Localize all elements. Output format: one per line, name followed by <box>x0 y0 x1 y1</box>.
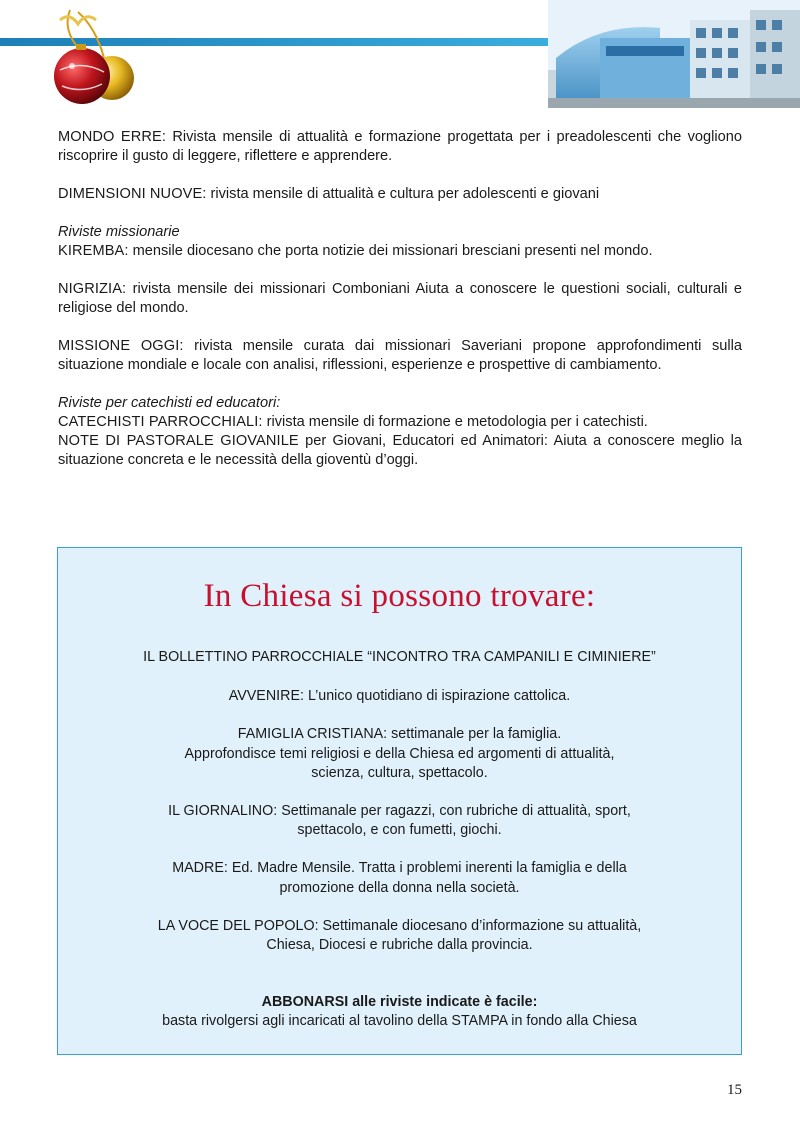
page-header <box>0 0 800 110</box>
box-entry-voce <box>58 917 741 955</box>
entry-text: rivista mensile di attualità e cultura per adolescenti e giovani <box>206 186 600 202</box>
entry-term: MISSIONE OGGI: <box>58 338 184 354</box>
box-entry-term: IL GIORNALINO: <box>168 803 278 820</box>
entry-term: CATECHISTI PARROCCHIALI: <box>58 414 263 430</box>
section-heading-catechisti: Riviste per catechisti ed educatori: <box>58 395 281 411</box>
box-entry-avvenire <box>58 687 741 706</box>
box-entry-text: Settimanale diocesano d’informazione su attualità, <box>318 917 642 934</box>
entry-kiremba <box>58 242 742 261</box>
entry-text: rivista mensile curata dai missionari Saveriani propone approfondimenti sulla situazione mondiale e locale con analisi, riflessioni, esperienze e prospettive di cambiamento. <box>58 338 742 373</box>
box-entry-bollettino: IL BOLLETTINO PARROCCHIALE “INCONTRO TRA CAMPANILI E CIMINIERE” <box>143 649 656 665</box>
box-entry-term: AVVENIRE: <box>228 688 304 705</box>
parish-building-icon <box>548 0 800 108</box>
entry-text: Rivista mensile di attualità e formazione progettata per i preadolescenti che vogliono riscoprire il gusto di leggere, riflettere e apprendere. <box>58 129 742 164</box>
entry-note-pastorale <box>58 432 742 470</box>
entry-text: mensile diocesano che porta notizie dei missionari bresciani presenti nel mondo. <box>128 243 653 259</box>
entry-text: rivista mensile di formazione e metodologia per i catechisti. <box>262 414 648 430</box>
box-entry-madre <box>58 859 741 897</box>
box-entry-famiglia <box>58 725 741 783</box>
box-entry-text: spettacolo, e con fumetti, giochi. <box>297 822 502 839</box>
page-number: 15 <box>727 1082 742 1098</box>
section-heading-missionarie: Riviste missionarie <box>58 224 180 240</box>
entry-term: NOTE DI PASTORALE GIOVANILE <box>58 433 299 449</box>
entry-nigrizia <box>58 280 742 318</box>
box-entry-text: Approfondisce temi religiosi e della Chiesa ed argomenti di attualità, <box>184 745 615 762</box>
magazines-list <box>58 128 742 470</box>
header-graphic <box>0 0 800 110</box>
box-entry-term: LA VOCE DEL POPOLO: <box>157 917 319 934</box>
box-entry-abbonarsi <box>58 993 741 1031</box>
box-title: In Chiesa si possono trovare: <box>203 578 596 614</box>
entry-term: MONDO ERRE: <box>58 129 166 145</box>
box-entry-text: Chiesa, Diocesi e rubriche dalla provincia. <box>266 937 533 954</box>
box-entry-giornalino <box>58 802 741 840</box>
entry-term: KIREMBA: <box>58 243 129 259</box>
box-entry-term: MADRE: <box>172 860 228 877</box>
box-entry-text: settimanale per la famiglia. <box>387 726 562 743</box>
box-entry-term: FAMIGLIA CRISTIANA: <box>237 726 388 743</box>
box-entry-text: Settimanale per ragazzi, con rubriche di attualità, sport, <box>277 803 631 820</box>
entry-missione-oggi <box>58 337 742 375</box>
entry-text: rivista mensile dei missionari Comboniani Aiuta a conoscere le questioni sociali, culturali e religiose del mondo. <box>58 281 742 316</box>
box-entry-text: Ed. Madre Mensile. Tratta i problemi inerenti la famiglia e della <box>227 860 627 877</box>
christmas-ornaments-icon <box>54 10 134 104</box>
box-abbonarsi-heading: ABBONARSI alle riviste indicate è facile: <box>261 994 538 1011</box>
entry-dimensioni-nuove <box>58 185 742 204</box>
church-availability-box <box>57 547 742 1055</box>
box-body <box>58 648 741 1051</box>
box-abbonarsi-text: basta rivolgersi agli incaricati al tavolino della STAMPA in fondo alla Chiesa <box>162 1013 637 1030</box>
entry-catechisti <box>58 413 742 432</box>
box-entry-text: L’unico quotidiano di ispirazione cattolica. <box>303 688 571 705</box>
entry-term: NIGRIZIA: <box>58 281 127 297</box>
box-entry-text: scienza, cultura, spettacolo. <box>311 764 488 781</box>
box-entry-text: promozione della donna nella società. <box>279 879 520 896</box>
entry-mondo-erre <box>58 128 742 166</box>
entry-term: DIMENSIONI NUOVE: <box>58 186 207 202</box>
entry-text: per Giovani, Educatori ed Animatori: Aiuta a conoscere meglio la situazione concreta e le necessità della gioventù d’oggi. <box>58 433 742 468</box>
